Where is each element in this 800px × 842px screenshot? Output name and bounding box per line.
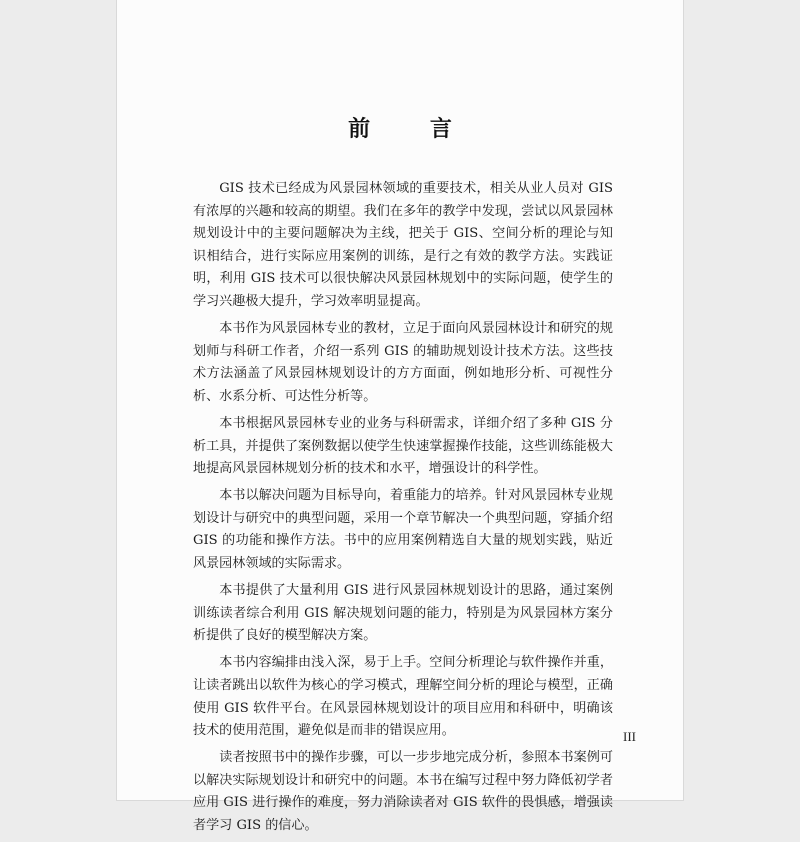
paragraph: 本书以解决问题为目标导向，着重能力的培养。针对风景园林专业规划设计与研究中的典型问题，采用一个章节解决一个典型问题，穿插介绍 GIS 的功能和操作方法。书中的应用案例精选自大量的规划实践，贴近风景园林领域的实际需求。 <box>193 488 613 571</box>
paragraph: 读者按照书中的操作步骤，可以一步步地完成分析，参照本书案例可以解决实际规划设计和研究中的问题。本书在编写过程中努力降低初学者应用 GIS 进行操作的难度，努力消除读者对 GIS 软件的畏惧感，增强读者学习 GIS 的信心。 <box>193 750 613 834</box>
paragraph: 本书内容编排由浅入深，易于上手。空间分析理论与软件操作并重，让读者跳出以软件为核心的学习模式，理解空间分析的理论与模型，正确使用 GIS 软件平台。在风景园林规划设计的项目应用和科研中，明确该技术的使用范围，避免似是而非的错误应用。 <box>193 655 613 739</box>
preface-body <box>193 178 613 842</box>
page-title: 前 言 <box>348 117 478 142</box>
paragraph: GIS 技术已经成为风景园林领域的重要技术，相关从业人员对 GIS 有浓厚的兴趣和较高的期望。我们在多年的教学中发现，尝试以风景园林规划设计中的主要问题解决为主线，把关于 GIS、空间分析的理论与知识相结合，进行实际应用案例的训练，是行之有效的教学方法。实践证明，利用 GIS 技术可以很快解决风景园林规划中的实际问题，使学生的学习兴趣极大提升，学习效率明显提高。 <box>193 181 613 309</box>
book-page <box>117 0 683 834</box>
page-number: III <box>623 729 636 744</box>
paragraph: 本书作为风景园林专业的教材，立足于面向风景园林设计和研究的规划师与科研工作者，介绍一系列 GIS 的辅助规划设计技术方法。这些技术方法涵盖了风景园林规划设计的方方面面，例如地形分析、可视性分析、水系分析、可达性分析等。 <box>193 321 613 404</box>
paragraph: 本书提供了大量利用 GIS 进行风景园林规划设计的思路，通过案例训练读者综合利用 GIS 解决规划问题的能力，特别是为风景园林方案分析提供了良好的模型解决方案。 <box>193 583 613 644</box>
paragraph: 本书根据风景园林专业的业务与科研需求，详细介绍了多种 GIS 分析工具，并提供了案例数据以使学生快速掌握操作技能，这些训练能极大地提高风景园林规划分析的技术和水平，增强设计的科学性。 <box>193 415 613 477</box>
